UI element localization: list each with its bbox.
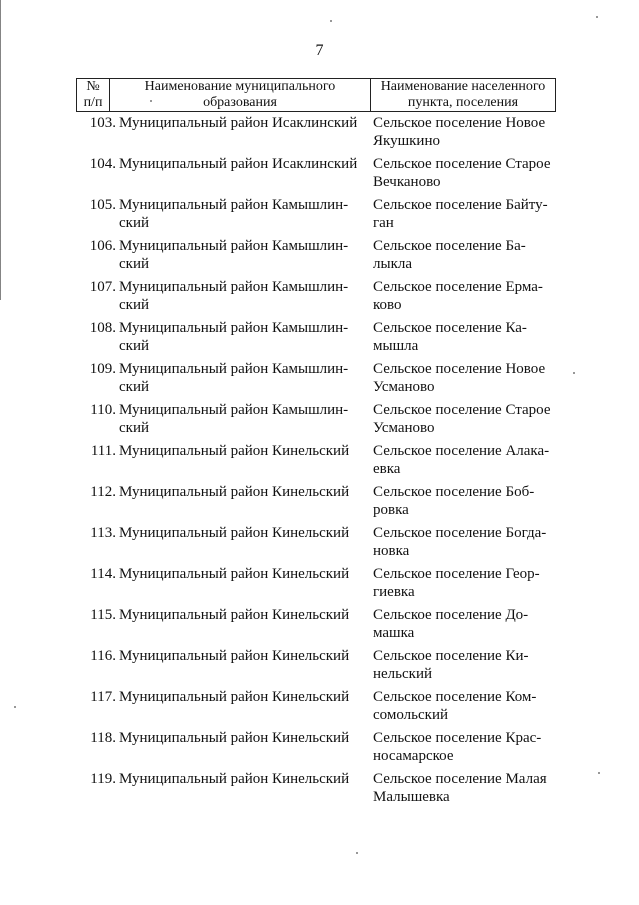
row-municipality-line: ский xyxy=(119,256,149,272)
row-settlement-line: ган xyxy=(373,215,394,231)
row-settlement xyxy=(369,155,563,196)
table-row xyxy=(76,565,566,606)
row-settlement xyxy=(369,565,563,606)
table-row xyxy=(76,606,566,647)
row-number: 110. xyxy=(90,402,116,418)
table-row xyxy=(76,196,566,237)
row-settlement-line: Усманово xyxy=(373,379,435,395)
row-municipality-line: Муниципальный район Кинельский xyxy=(119,689,350,705)
row-number: 113. xyxy=(90,525,116,541)
row-settlement-line: Малышевка xyxy=(373,789,450,805)
row-number: 119. xyxy=(90,771,116,787)
row-settlement-line: нельский xyxy=(373,666,433,682)
table-row xyxy=(76,401,566,442)
row-settlement xyxy=(369,237,563,278)
row-settlement xyxy=(369,196,563,237)
table-row xyxy=(76,483,566,524)
row-settlement-line: Сельское поселение Боб- xyxy=(373,484,535,500)
table-row xyxy=(76,155,566,196)
table-row xyxy=(76,524,566,565)
row-number: 107. xyxy=(89,279,116,295)
row-municipality-line: Муниципальный район Камышлин- xyxy=(119,238,349,254)
row-municipality-line: Муниципальный район Исаклинский xyxy=(119,156,358,172)
row-municipality-line: ский xyxy=(119,297,149,313)
row-number: 109. xyxy=(89,361,116,377)
row-settlement-line: Сельское поселение Новое xyxy=(373,115,546,131)
table-body xyxy=(76,114,566,811)
row-number: 116. xyxy=(90,648,116,664)
row-municipality-line: Муниципальный район Камышлин- xyxy=(119,197,349,213)
header-number xyxy=(77,79,110,112)
row-municipality-line: ский xyxy=(119,420,149,436)
row-number: 111. xyxy=(90,443,116,459)
scan-speck xyxy=(14,706,16,708)
row-settlement-line: мышла xyxy=(373,338,419,354)
row-municipality-line: Муниципальный район Кинельский xyxy=(119,730,350,746)
header-settlement-line-1: Наименование населенного xyxy=(380,79,546,94)
scan-speck xyxy=(596,16,598,18)
row-settlement xyxy=(369,606,563,647)
row-number: 108. xyxy=(89,320,116,336)
header-settlement-line-2: пункта, поселения xyxy=(407,95,519,110)
page-number: 7 xyxy=(315,42,324,59)
table-row xyxy=(76,729,566,770)
scan-speck xyxy=(356,852,358,854)
table-row xyxy=(76,360,566,401)
table-row xyxy=(76,278,566,319)
row-settlement xyxy=(369,114,563,155)
row-settlement xyxy=(369,442,563,483)
table-row xyxy=(76,770,566,811)
row-settlement-line: ровка xyxy=(373,502,409,518)
row-municipality xyxy=(119,114,369,155)
row-municipality xyxy=(119,360,369,401)
row-municipality xyxy=(119,647,369,688)
header-settlement xyxy=(371,79,556,112)
row-settlement-line: Сельское поселение Малая xyxy=(373,771,547,787)
row-settlement-line: Якушкино xyxy=(373,133,440,149)
table-row xyxy=(76,237,566,278)
row-municipality-line: Муниципальный район Кинельский xyxy=(119,771,350,787)
row-settlement xyxy=(369,647,563,688)
row-settlement xyxy=(369,278,563,319)
row-municipality xyxy=(119,483,369,524)
row-settlement xyxy=(369,360,563,401)
row-number: 117. xyxy=(90,689,116,705)
header-number-line-1: № xyxy=(86,79,100,94)
row-number: 103. xyxy=(89,115,116,131)
row-municipality xyxy=(119,319,369,360)
row-settlement-line: гиевка xyxy=(373,584,415,600)
row-settlement-line: Сельское поселение Алака- xyxy=(373,443,550,459)
row-settlement-line: евка xyxy=(373,461,401,477)
scan-speck xyxy=(573,372,575,374)
header-number-line-2: п/п xyxy=(83,95,103,110)
row-number: 118. xyxy=(90,730,116,746)
row-number: 105. xyxy=(89,197,116,213)
row-municipality-line: Муниципальный район Кинельский xyxy=(119,443,350,459)
header-municipality xyxy=(110,79,371,112)
row-municipality xyxy=(119,196,369,237)
row-municipality xyxy=(119,278,369,319)
row-municipality-line: Муниципальный район Кинельский xyxy=(119,566,350,582)
row-municipality-line: Муниципальный район Кинельский xyxy=(119,648,350,664)
row-municipality xyxy=(119,729,369,770)
row-settlement-line: Сельское поселение Старое xyxy=(373,156,551,172)
row-municipality xyxy=(119,237,369,278)
row-municipality-line: Муниципальный район Камышлин- xyxy=(119,361,349,377)
row-municipality-line: Муниципальный район Исаклинский xyxy=(119,115,358,131)
row-settlement-line: Сельское поселение До- xyxy=(373,607,529,623)
row-settlement-line: Сельское поселение Ерма- xyxy=(373,279,543,295)
row-municipality-line: Муниципальный район Камышлин- xyxy=(119,279,349,295)
row-settlement-line: новка xyxy=(373,543,410,559)
row-number: 104. xyxy=(89,156,116,172)
row-settlement-line: машка xyxy=(373,625,415,641)
row-settlement-line: лыкла xyxy=(373,256,412,272)
row-municipality xyxy=(119,565,369,606)
table-row xyxy=(76,114,566,155)
row-settlement-line: Сельское поселение Геор- xyxy=(373,566,540,582)
row-settlement xyxy=(369,770,563,811)
row-municipality xyxy=(119,688,369,729)
row-municipality xyxy=(119,442,369,483)
row-settlement-line: ково xyxy=(373,297,402,313)
row-municipality xyxy=(119,155,369,196)
row-municipality xyxy=(119,606,369,647)
row-settlement-line: Сельское поселение Ка- xyxy=(373,320,527,336)
row-settlement-line: Сельское поселение Ба- xyxy=(373,238,526,254)
row-municipality-line: Муниципальный район Камышлин- xyxy=(119,402,349,418)
row-settlement-line: Сельское поселение Байту- xyxy=(373,197,548,213)
row-settlement xyxy=(369,688,563,729)
header-municipality-line-1: Наименование муниципального xyxy=(144,79,336,94)
row-municipality-line: Муниципальный район Камышлин- xyxy=(119,320,349,336)
row-number: 114. xyxy=(90,566,116,582)
row-settlement-line: Сельское поселение Крас- xyxy=(373,730,542,746)
scan-speck xyxy=(598,772,600,774)
row-settlement xyxy=(369,729,563,770)
row-settlement-line: сомольский xyxy=(373,707,448,723)
row-municipality-line: Муниципальный район Кинельский xyxy=(119,525,350,541)
row-municipality-line: ский xyxy=(119,338,149,354)
row-number: 112. xyxy=(90,484,116,500)
row-municipality-line: Муниципальный район Кинельский xyxy=(119,484,350,500)
table-header xyxy=(76,78,556,112)
row-settlement-line: Сельское поселение Ки- xyxy=(373,648,529,664)
row-settlement-line: Сельское поселение Старое xyxy=(373,402,551,418)
table-row xyxy=(76,647,566,688)
row-settlement-line: носамарское xyxy=(373,748,454,764)
row-settlement-line: Сельское поселение Новое xyxy=(373,361,546,377)
row-settlement-line: Сельское поселение Богда- xyxy=(373,525,547,541)
row-settlement-line: Сельское поселение Ком- xyxy=(373,689,537,705)
row-settlement xyxy=(369,524,563,565)
table-row xyxy=(76,442,566,483)
row-municipality xyxy=(119,524,369,565)
header-municipality-line-2: образования xyxy=(203,95,277,110)
row-settlement xyxy=(369,483,563,524)
table-row xyxy=(76,319,566,360)
row-settlement-line: Усманово xyxy=(373,420,435,436)
row-municipality xyxy=(119,770,369,811)
table-row xyxy=(76,688,566,729)
row-number: 106. xyxy=(89,238,116,254)
scan-speck xyxy=(330,20,332,22)
row-settlement xyxy=(369,319,563,360)
row-number: 115. xyxy=(90,607,116,623)
row-municipality-line: ский xyxy=(119,379,149,395)
scan-speck xyxy=(150,100,152,102)
row-settlement-line: Вечканово xyxy=(373,174,441,190)
row-municipality xyxy=(119,401,369,442)
row-municipality-line: ский xyxy=(119,215,149,231)
row-settlement xyxy=(369,401,563,442)
row-municipality-line: Муниципальный район Кинельский xyxy=(119,607,350,623)
